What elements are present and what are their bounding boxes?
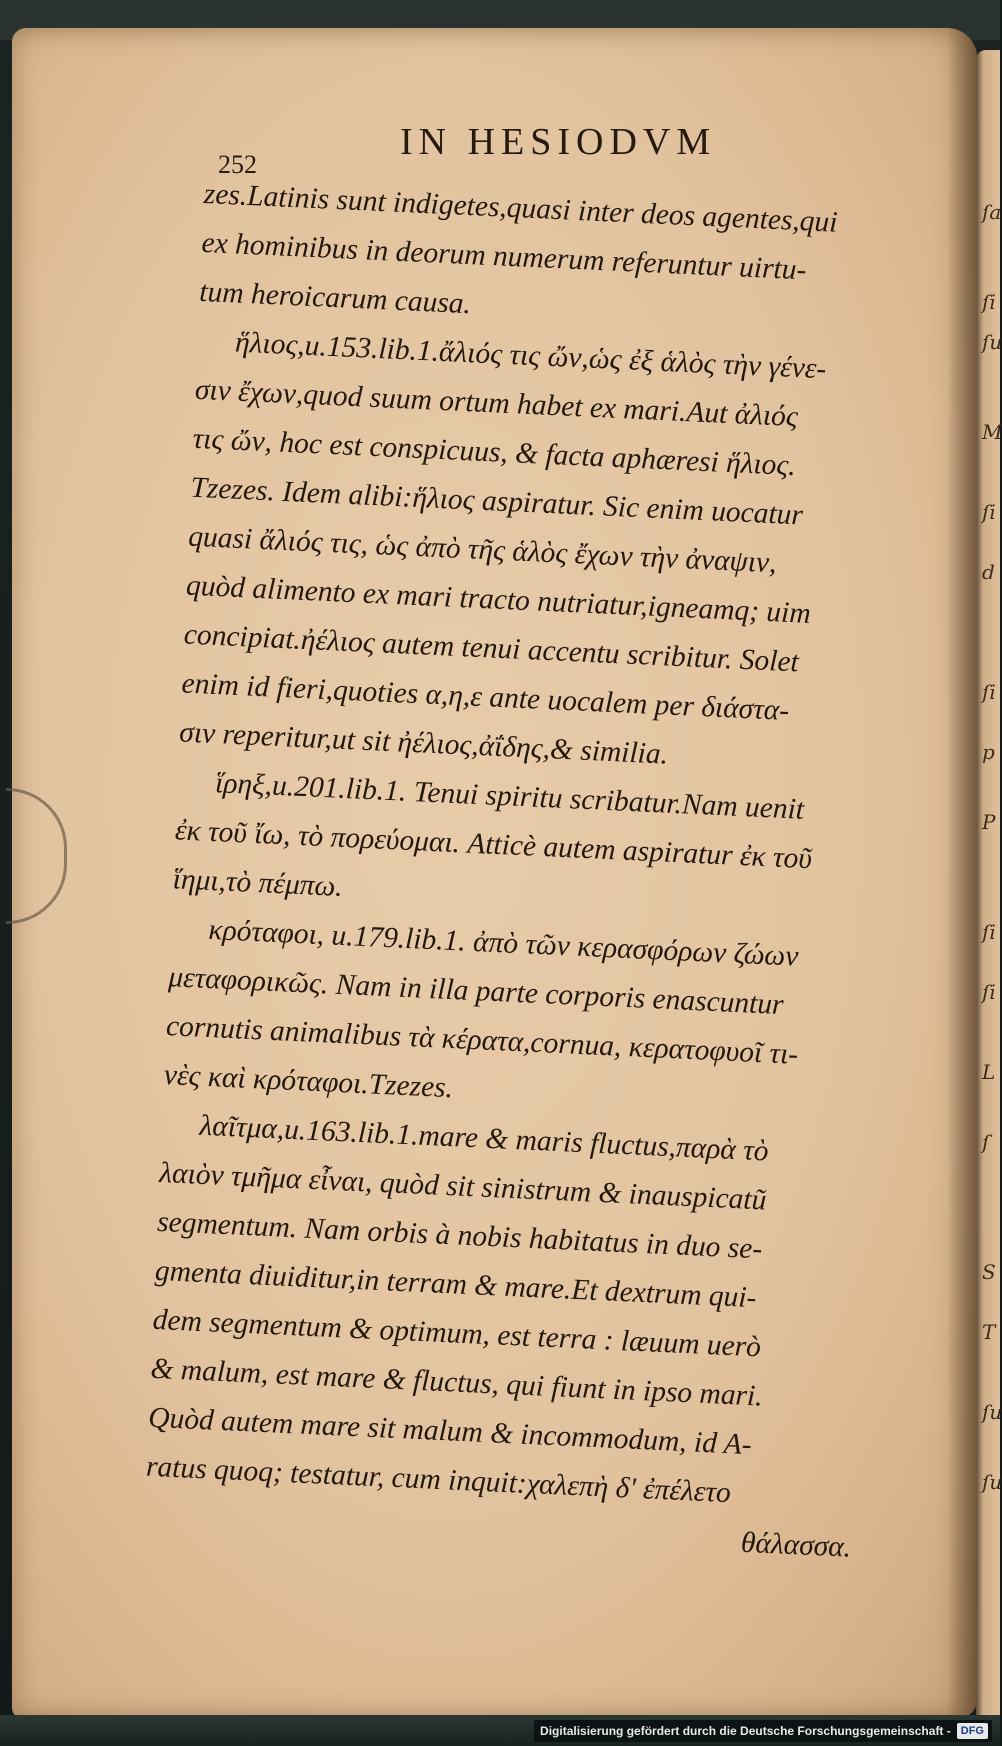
text-line: quasi ἄλιός τις, ὡς ἀπὸ τῆς ἁλὸς ἔχων τὴν ἀναψιν, (187, 520, 778, 580)
text-line: ἵημι,τὸ πέμπω. (172, 863, 344, 903)
digitization-credit-banner (534, 1720, 992, 1742)
text-line: θάλασσα. (740, 1526, 852, 1564)
facing-page-fragment: ſi (982, 500, 996, 524)
text-line: ἥλιος,u.153.lib.1.ἄλιός τις ὤν,ὡς ἐξ ἁλὸς τὴν γένε- (234, 326, 827, 386)
text-line: quòd alimento ex mari tracto nutriatur,igneamq; uim (185, 569, 812, 630)
text-line: σιν ἔχων,quod suum ortum habet ex mari.Aut ἀλιός (194, 373, 799, 434)
running-head: IN HESIODVM (400, 121, 717, 163)
text-line: enim id fieri,quoties α,η,ε ante uocalem per διάστα- (180, 667, 790, 728)
facing-page-fragment: ſi (982, 680, 996, 704)
facing-page-fragment: ſi (982, 920, 996, 944)
text-line: λαῖτμα,u.163.lib.1.mare & maris fluctus,παρὰ τὸ (198, 1109, 770, 1168)
text-line: τις ὤν, hoc est conspicuus, & facta aphæresi ἥλιος. (192, 422, 797, 483)
facing-page-fragment: ſu (982, 1400, 1002, 1424)
text-line: κρόταφοι, u.179.lib.1. ἀπὸ τῶν κερασφόρων ζώων (207, 913, 800, 973)
digitization-credit-text: Digitalisierung gefördert durch die Deutsche Forschungsgemeinschaft - (540, 1724, 951, 1738)
facing-page-fragment: ſi (982, 290, 996, 314)
page-number: 252 (218, 150, 257, 179)
facing-page-fragment: P (982, 810, 996, 834)
text-line: dem segmentum & optimum, est terra : læuum uerò (152, 1303, 762, 1364)
text-line: & malum, est mare & fluctus, qui fiunt in ipso mari. (149, 1352, 764, 1413)
clasp-impression (6, 788, 67, 924)
facing-page-fragment: T (982, 1320, 996, 1344)
text-line: μεταφορικῶς. Nam in illa parte corporis enascuntur (167, 961, 785, 1022)
facing-page-fragment: S (982, 1260, 996, 1284)
text-line: ἐκ τοῦ ἴω, τὸ πορεύομαι. Atticè autem aspiratur ἐκ τοῦ (174, 814, 813, 876)
text-line: zes.Latinis sunt indigetes,quasi inter deos agentes,qui (203, 177, 839, 239)
facing-page-fragment: p (982, 740, 995, 764)
facing-page-fragment: M (982, 420, 1002, 444)
text-line: ex hominibus in deorum numerum referuntur uirtu- (200, 226, 808, 287)
text-line: σιν reperitur,ut sit ἠέλιος,ἀΐδης,& similia. (178, 716, 669, 771)
page-header (0, 120, 1000, 180)
facing-page-fragment: d (982, 560, 995, 584)
text-line: νὲς καὶ κρόταφοι.Tzezes. (163, 1059, 454, 1105)
body-text (143, 170, 932, 1574)
page-gutter-shadow (947, 28, 977, 1718)
text-line: ἵρηξ,u.201.lib.1. Tenui spiritu scribatur.Nam uenit (214, 767, 805, 826)
facing-page-fragment: ſu (982, 330, 1002, 354)
text-line: segmentum. Nam orbis à nobis habitatus in duo se- (156, 1205, 763, 1266)
text-line: Quòd autem mare sit malum & incommodum, id A- (147, 1401, 753, 1462)
facing-page-fragment: ſa (982, 200, 1002, 224)
text-line: ratus quoq; testatur, cum inquit:χαλεπὴ δ' ἐπέλετο (145, 1450, 732, 1510)
facing-page-fragment: ſi (982, 980, 996, 1004)
facing-page-fragment: ſu (982, 1470, 1002, 1494)
facing-page-fragment: L (982, 1060, 996, 1084)
text-line: Tzezes. Idem alibi:ἥλιος aspiratur. Sic enim uocatur (189, 471, 804, 532)
text-line: concipiat.ἠέλιος autem tenui accentu scribitur. Solet (183, 618, 800, 679)
text-line: gmenta diuiditur,in terram & mare.Et dextrum qui- (154, 1254, 758, 1315)
dfg-logo: DFG (957, 1723, 988, 1739)
text-line: cornutis animalibus τὰ κέρατα,cornua, κερατοφυοῖ τι- (165, 1010, 799, 1071)
facing-page-fragment: ſ (982, 1130, 990, 1154)
text-line: tum heroicarum causa. (198, 275, 472, 321)
text-line: λαιὸν τμῆμα εἶναι, quòd sit sinistrum & inauspicatũ (158, 1156, 768, 1217)
